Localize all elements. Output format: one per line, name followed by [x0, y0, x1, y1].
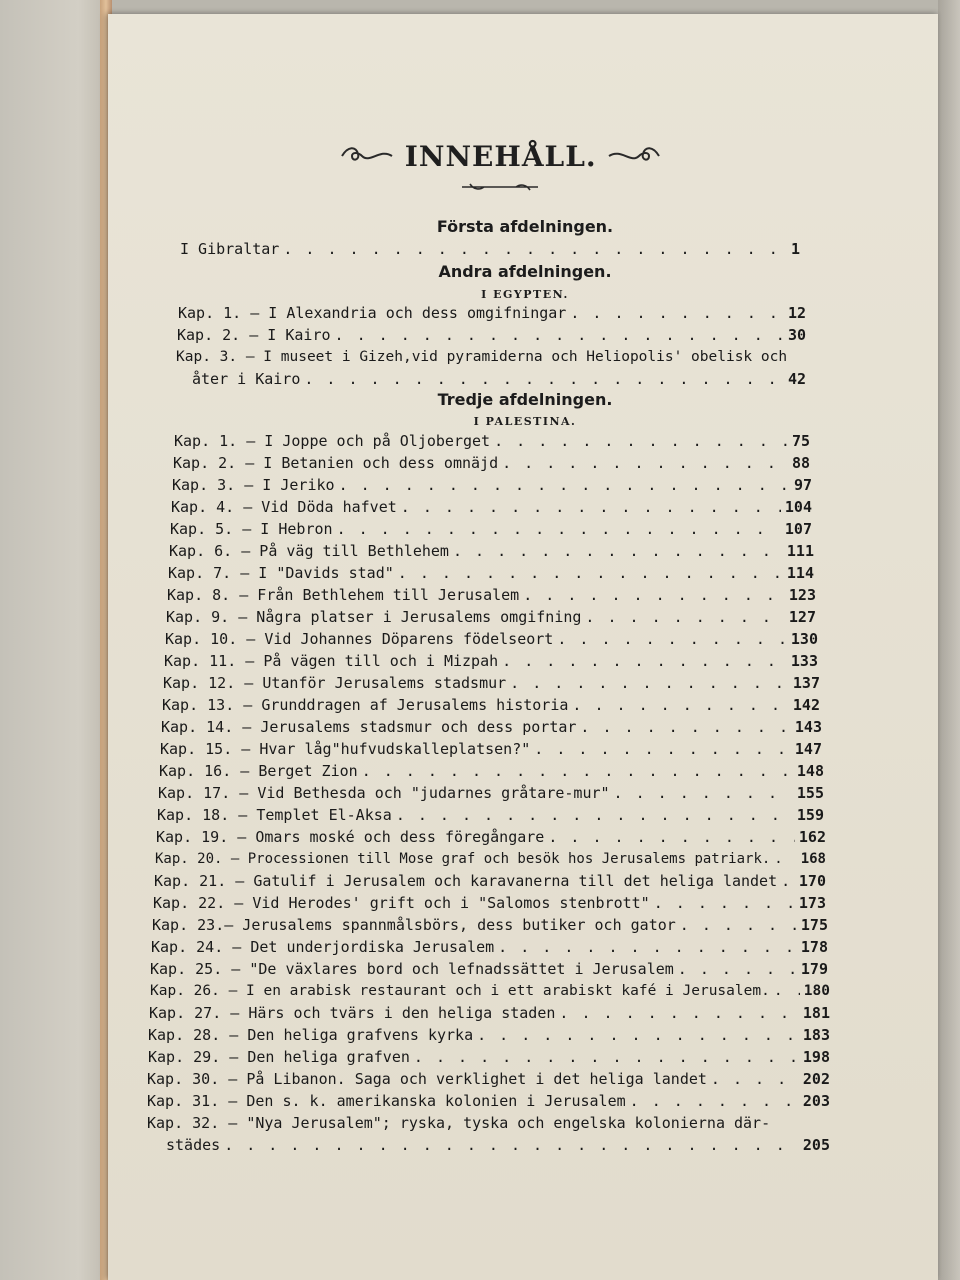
toc-entry-page: 12: [787, 304, 806, 322]
dot-leader: [494, 430, 788, 452]
toc-entry: [153, 892, 826, 914]
toc-entry-page: 155: [796, 784, 824, 802]
toc-entry-page: 147: [794, 740, 822, 758]
toc-entry: [156, 826, 826, 848]
toc-entry-page: 111: [786, 542, 814, 560]
toc-entry-page: 181: [802, 1004, 830, 1022]
toc-entry: [151, 936, 828, 958]
toc-entry-page: 123: [788, 586, 816, 604]
toc-entry-title: Kap. 12. — Utanför Jerusalems stadsmur: [163, 674, 507, 692]
toc-entry: [192, 368, 806, 390]
dot-leader: [680, 914, 797, 936]
toc-entry-page: 1: [790, 240, 800, 258]
toc-entry-page: 179: [800, 960, 828, 978]
toc-entry-page: 107: [784, 520, 812, 538]
dot-leader: [339, 474, 790, 496]
toc-entry-title: Kap. 30. — På Libanon. Saga och verklighet i det heliga landet: [147, 1070, 707, 1088]
facing-page-edge: [0, 0, 112, 1280]
toc-entry-page: 159: [796, 806, 824, 824]
dot-leader: [335, 324, 784, 346]
toc-entry-page: 142: [792, 696, 820, 714]
toc-entry-page: 143: [794, 718, 822, 736]
toc-entry-title: Kap. 29. — Den heliga grafven: [148, 1048, 410, 1066]
toc-entry-title: Kap. 5. — I Hebron: [170, 520, 333, 538]
section-title-third: Tredje afdelningen.: [437, 390, 613, 409]
toc-entry: [166, 1134, 830, 1156]
toc-entry-title: Kap. 18. — Templet El-Aksa: [157, 806, 392, 824]
dot-leader: [362, 760, 793, 782]
dot-leader: [548, 826, 795, 848]
toc-entry-title: Kap. 28. — Den heliga grafvens kyrka: [148, 1026, 474, 1044]
toc-entry: [147, 1112, 792, 1134]
dot-leader: [502, 650, 787, 672]
toc-entry: [172, 474, 812, 496]
toc-entry-title: Kap. 2. — I Kairo: [177, 326, 331, 344]
toc-entry-page: 114: [786, 564, 814, 582]
toc-entry: [160, 738, 822, 760]
dot-leader: [614, 782, 793, 804]
toc-entry-title: Kap. 27. — Härs och tvärs i den heliga staden: [149, 1004, 556, 1022]
dot-leader: [396, 804, 793, 826]
dot-leader: [523, 584, 785, 606]
toc-entry-page: 137: [792, 674, 820, 692]
toc-entry-page: 97: [793, 476, 812, 494]
toc-entry-title: Kap. 15. — Hvar låg"hufvudskalleplatsen?": [160, 740, 531, 758]
toc-entry: [157, 804, 824, 826]
dot-leader: [498, 936, 797, 958]
toc-entry: [150, 980, 830, 1002]
dot-leader: [572, 694, 789, 716]
toc-entry-title: Kap. 1. — I Joppe och på Oljoberget: [174, 432, 491, 450]
dot-leader: [510, 672, 789, 694]
dot-leader: [559, 1002, 799, 1024]
toc-entry-title: åter i Kairo: [192, 370, 301, 388]
dot-leader: [304, 368, 784, 390]
toc-entry: [147, 1068, 830, 1090]
toc-entry: [171, 496, 812, 518]
toc-entry: [159, 760, 824, 782]
toc-entry-title: Kap. 24. — Det underjordiska Jerusalem: [151, 938, 495, 956]
toc-entry-title: Kap. 31. — Den s. k. amerikanska kolonien i Jerusalem: [147, 1092, 626, 1110]
toc-entry-title: Kap. 21. — Gatulif i Jerusalem och karavanerna till det heliga landet: [154, 872, 778, 890]
toc-entry: [166, 606, 816, 628]
heading-text: INNEHÅLL.: [404, 140, 597, 173]
toc-entry-page: 168: [800, 851, 826, 867]
toc-entry-page: 148: [796, 762, 824, 780]
toc-entry-page: 162: [798, 828, 826, 846]
toc-entry-title: Kap. 2. — I Betanien och dess omnäjd: [173, 454, 499, 472]
dot-leader: [774, 980, 800, 1002]
toc-entry-title: Kap. 32. — "Nya Jerusalem"; ryska, tyska och engelska kolonierna där-: [147, 1114, 771, 1132]
page-heading: [340, 140, 640, 180]
toc-entry: [148, 1046, 830, 1068]
toc-entry: [161, 716, 822, 738]
toc-entry: [169, 540, 814, 562]
toc-entry: [177, 324, 806, 346]
toc-entry: [165, 628, 818, 650]
toc-entry-title: Kap. 11. — På vägen till och i Mizpah: [164, 652, 499, 670]
toc-entry-page: 104: [784, 498, 812, 516]
toc-entry-title: Kap. 26. — I en arabisk restaurant och i ett arabiskt kafé i Jerusalem.: [150, 983, 770, 999]
dot-leader: [630, 1090, 799, 1112]
flourish-right-icon: [607, 146, 661, 172]
toc-entry-title: Kap. 17. — Vid Bethesda och "judarnes gråtare-mur": [158, 784, 610, 802]
toc-entry-title: Kap. 13. — Grunddragen af Jerusalems historia: [162, 696, 569, 714]
background-surface: [938, 0, 960, 1280]
toc-entry-title: Kap. 19. — Omars moské och dess föregångare: [156, 828, 545, 846]
toc-entry-page: 127: [788, 608, 816, 626]
dot-leader: [477, 1024, 799, 1046]
toc-entry: [174, 430, 810, 452]
toc-entry-title: Kap. 3. — I Jeriko: [172, 476, 335, 494]
dot-leader: [781, 870, 795, 892]
ornamental-rule-icon: [460, 182, 540, 192]
toc-entry: [158, 782, 824, 804]
toc-entry: [170, 518, 812, 540]
dot-leader: [224, 1134, 799, 1156]
toc-entry-title: Kap. 6. — På väg till Bethlehem: [169, 542, 449, 560]
toc-entry-page: 175: [800, 916, 828, 934]
toc-entry-page: 173: [798, 894, 826, 912]
flourish-left-icon: [340, 146, 394, 172]
toc-entry: [162, 694, 820, 716]
toc-entry-page: 130: [790, 630, 818, 648]
toc-entry-title: Kap. 4. — Vid Döda hafvet: [171, 498, 397, 516]
dot-leader: [453, 540, 783, 562]
toc-entry-title: städes: [166, 1136, 221, 1154]
toc-entry: [180, 238, 800, 260]
toc-entry-title: Kap. 25. — "De växlares bord och lefnadssättet i Jerusalem: [150, 960, 674, 978]
toc-entry-title: Kap. 8. — Från Bethlehem till Jerusalem: [167, 586, 520, 604]
toc-entry: [176, 346, 790, 368]
toc-entry: [178, 302, 806, 324]
toc-entry: [150, 958, 828, 980]
toc-entry: [154, 870, 826, 892]
dot-leader: [557, 628, 787, 650]
toc-entry-page: 178: [800, 938, 828, 956]
toc-entry-title: Kap. 1. — I Alexandria och dess omgifningar: [178, 304, 567, 322]
dot-leader: [711, 1068, 799, 1090]
toc-entry-page: 88: [791, 454, 810, 472]
toc-entry-page: 203: [802, 1092, 830, 1110]
dot-leader: [654, 892, 795, 914]
toc-entry-title: Kap. 22. — Vid Herodes' grift och i "Salomos stenbrott": [153, 894, 650, 912]
toc-entry-title: Kap. 9. — Några platser i Jerusalems omgifning: [166, 608, 582, 626]
dot-leader: [585, 606, 784, 628]
section-title-first: Första afdelningen.: [436, 217, 614, 236]
toc-entry-title: Kap. 16. — Berget Zion: [159, 762, 358, 780]
toc-entry-page: 42: [787, 370, 806, 388]
toc-entry-page: 133: [790, 652, 818, 670]
toc-entry-title: Kap. 20. — Processionen till Mose graf och besök hos Jerusalems patriark.: [155, 851, 771, 867]
toc-entry-page: 198: [802, 1048, 830, 1066]
toc-entry-title: Kap. 14. — Jerusalems stadsmur och dess portar: [161, 718, 577, 736]
toc-entry-page: 75: [791, 432, 810, 450]
toc-entry: [163, 672, 820, 694]
dot-leader: [337, 518, 781, 540]
toc-entry: [152, 914, 828, 936]
toc-entry: [148, 1024, 830, 1046]
dot-leader: [414, 1046, 799, 1068]
dot-leader: [580, 716, 790, 738]
toc-entry: [173, 452, 810, 474]
toc-entry-page: 205: [802, 1136, 830, 1154]
section-subtitle-second: I EGYPTEN.: [481, 288, 569, 301]
dot-leader: [678, 958, 797, 980]
toc-entry: [167, 584, 816, 606]
dot-leader: [774, 848, 796, 870]
section-title-second: Andra afdelningen.: [438, 262, 612, 281]
toc-entry: [155, 848, 826, 870]
toc-entry-page: 30: [787, 326, 806, 344]
toc-entry-title: Kap. 10. — Vid Johannes Döparens födelseort: [165, 630, 554, 648]
toc-entry-title: Kap. 3. — I museet i Gizeh,vid pyramiderna och Heliopolis' obelisk och: [176, 349, 788, 365]
toc-entry-title: Kap. 23.— Jerusalems spannmålsbörs, dess butiker och gator: [152, 916, 676, 934]
toc-entry: [168, 562, 814, 584]
toc-entry-page: 183: [802, 1026, 830, 1044]
toc-entry: [147, 1090, 830, 1112]
toc-entry-title: I Gibraltar: [180, 240, 280, 258]
dot-leader: [502, 452, 788, 474]
dot-leader: [401, 496, 781, 518]
toc-entry: [164, 650, 818, 672]
section-subtitle-third: I PALESTINA.: [473, 415, 577, 428]
toc-entry-page: 180: [803, 983, 830, 999]
dot-leader: [283, 238, 787, 260]
dot-leader: [398, 562, 783, 584]
toc-entry-page: 170: [798, 872, 826, 890]
dot-leader: [570, 302, 784, 324]
dot-leader: [534, 738, 791, 760]
toc-entry-title: Kap. 7. — I "Davids stad": [168, 564, 394, 582]
toc-entry-page: 202: [802, 1070, 830, 1088]
toc-entry: [149, 1002, 830, 1024]
